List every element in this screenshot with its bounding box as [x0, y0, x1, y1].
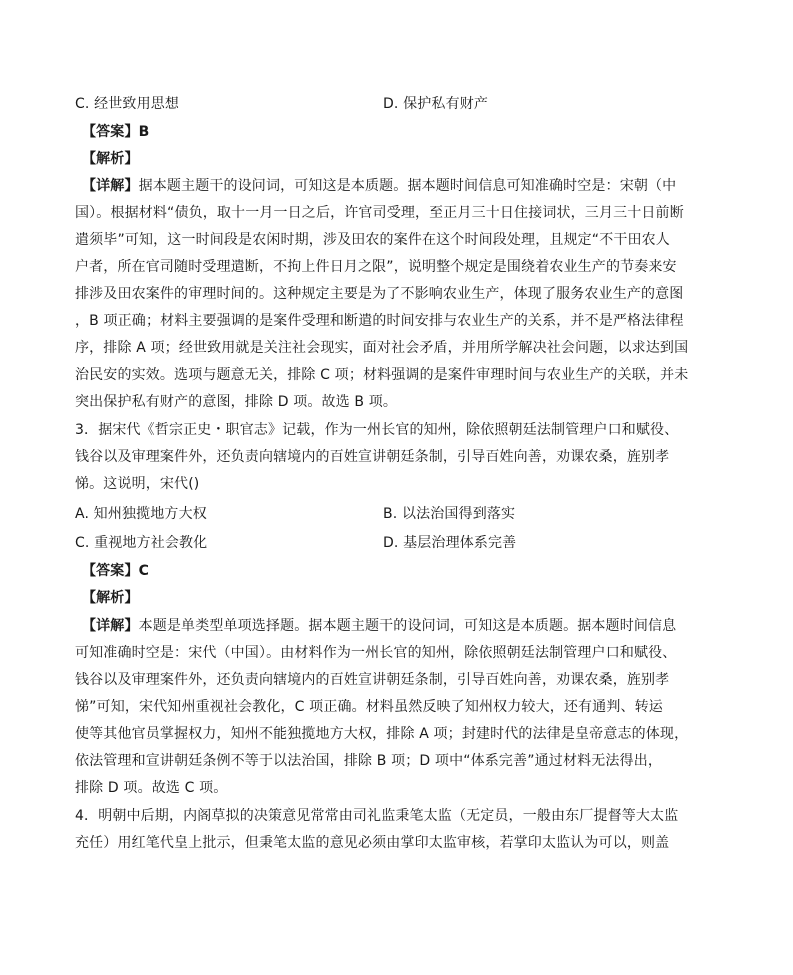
q2-analysis-label: 【解析】 — [82, 151, 139, 167]
q3-stem-line-1: 钱谷以及审理案件外，还负责向辖境内的百姓宣讲朝廷条制，引导百姓向善，劝课农桑，旌别孝 — [75, 449, 670, 465]
q3-answer-label: 【答案】 — [82, 563, 139, 579]
q2-option-d: D. 保护私有财产 — [383, 96, 489, 112]
q3-detail-line-2: 钱谷以及审理案件外，还负责向辖境内的百姓宣讲朝廷条制，引导百姓向善，劝课农桑，旌别孝 — [75, 672, 670, 688]
q4-stem-line-1: 充任）用红笔代皇上批示，但秉笔太监的意见必须由掌印太监审核，若掌印太监认为可以，则盖 — [75, 835, 670, 851]
q2-answer-label: 【答案】 — [82, 124, 139, 140]
q3-detail-line-3: 悌”可知，宋代知州重视社会教化，C 项正确。材料虽然反映了知州权力较大，还有通判、转运 — [75, 699, 663, 715]
q3-option-b: B. 以法治国得到落实 — [383, 506, 516, 522]
q3-option-a: A. 知州独揽地方大权 — [75, 506, 207, 522]
q3-detail-text-0: 本题是单类型单项选择题。据本题主题干的设问词，可知这是本质题。据本题时间信息 — [138, 618, 677, 634]
q3-answer — [82, 561, 149, 581]
q3-analysis-label: 【解析】 — [82, 590, 139, 606]
q3-detail-line-5: 依法管理和宣讲朝廷条例不等于以法治国，排除 B 项；D 项中“体系完善”通过材料无法得出， — [75, 753, 662, 769]
q2-detail-line-4: 排涉及田农案件的审理时间的。这种规定主要是为了不影响农业生产，体现了服务农业生产的意图 — [75, 286, 684, 302]
q2-detail-line-1: 国）。根据材料“债负，取十一月一日之后，许官司受理，至正月三十日住接词状，三月三十日前断 — [75, 205, 684, 221]
q3-answer-value: C — [138, 563, 150, 579]
q3-detail-line-6: 排除 D 项。故选 C 项。 — [75, 780, 228, 796]
q3-detail-line-4: 使等其他官员掌握权力，知州不能独揽地方大权，排除 A 项；封建时代的法律是皇帝意志的体现， — [75, 726, 689, 742]
q3-stem-line-2: 悌。这说明，宋代() — [75, 476, 200, 492]
q2-detail-line-7: 治民安的实效。选项与题意无关，排除 C 项；材料强调的是案件审理时间与农业生产的关联，并未 — [75, 367, 689, 383]
q3-option-c: C. 重视地方社会教化 — [75, 535, 208, 551]
q2-detail-line-5: ，B 项正确；材料主要强调的是案件受理和断遣的时间安排与农业生产的关系，并不是严格法律程 — [75, 313, 684, 329]
q2-option-c: C. 经世致用思想 — [75, 96, 180, 112]
q2-detail-line-2: 遣须毕”可知，这一时间段是农闲时期，涉及田农的案件在这个时间段处理，且规定“不干田农人 — [75, 232, 670, 248]
q4-stem-line-0: 4．明朝中后期，内阁草拟的决策意见常常由司礼监秉笔太监（无定员，一般由东厂提督等大太监 — [75, 808, 679, 824]
q3-option-d: D. 基层治理体系完善 — [383, 535, 517, 551]
q3-detail-line-0 — [82, 616, 676, 636]
q3-stem-line-0: 3．据宋代《哲宗正史・职官志》记载，作为一州长官的知州，除依照朝廷法制管理户口和赋役、 — [75, 422, 679, 438]
q2-detail-label: 【详解】 — [82, 178, 139, 194]
q2-answer-value: B — [138, 124, 150, 140]
q2-answer — [82, 122, 149, 142]
q2-detail-line-8: 突出保护私有财产的意图，排除 D 项。故选 B 项。 — [75, 394, 398, 410]
q2-detail-line-0 — [82, 176, 676, 196]
q2-detail-line-6: 序，排除 A 项；经世致用就是关注社会现实，面对社会矛盾，并用所学解决社会问题，以求达到国 — [75, 340, 689, 356]
q2-detail-line-3: 户者，所在官司随时受理遣断，不拘上件日月之限”，说明整个规定是围绕着农业生产的节奏来安 — [75, 259, 677, 275]
q3-detail-label: 【详解】 — [82, 618, 139, 634]
q3-detail-line-1: 可知准确时空是：宋代（中国）。由材料作为一州长官的知州，除依照朝廷法制管理户口和赋役、 — [75, 645, 677, 661]
q2-detail-text-0: 据本题主题干的设问词，可知这是本质题。据本题时间信息可知准确时空是：宋朝（中 — [138, 178, 677, 194]
